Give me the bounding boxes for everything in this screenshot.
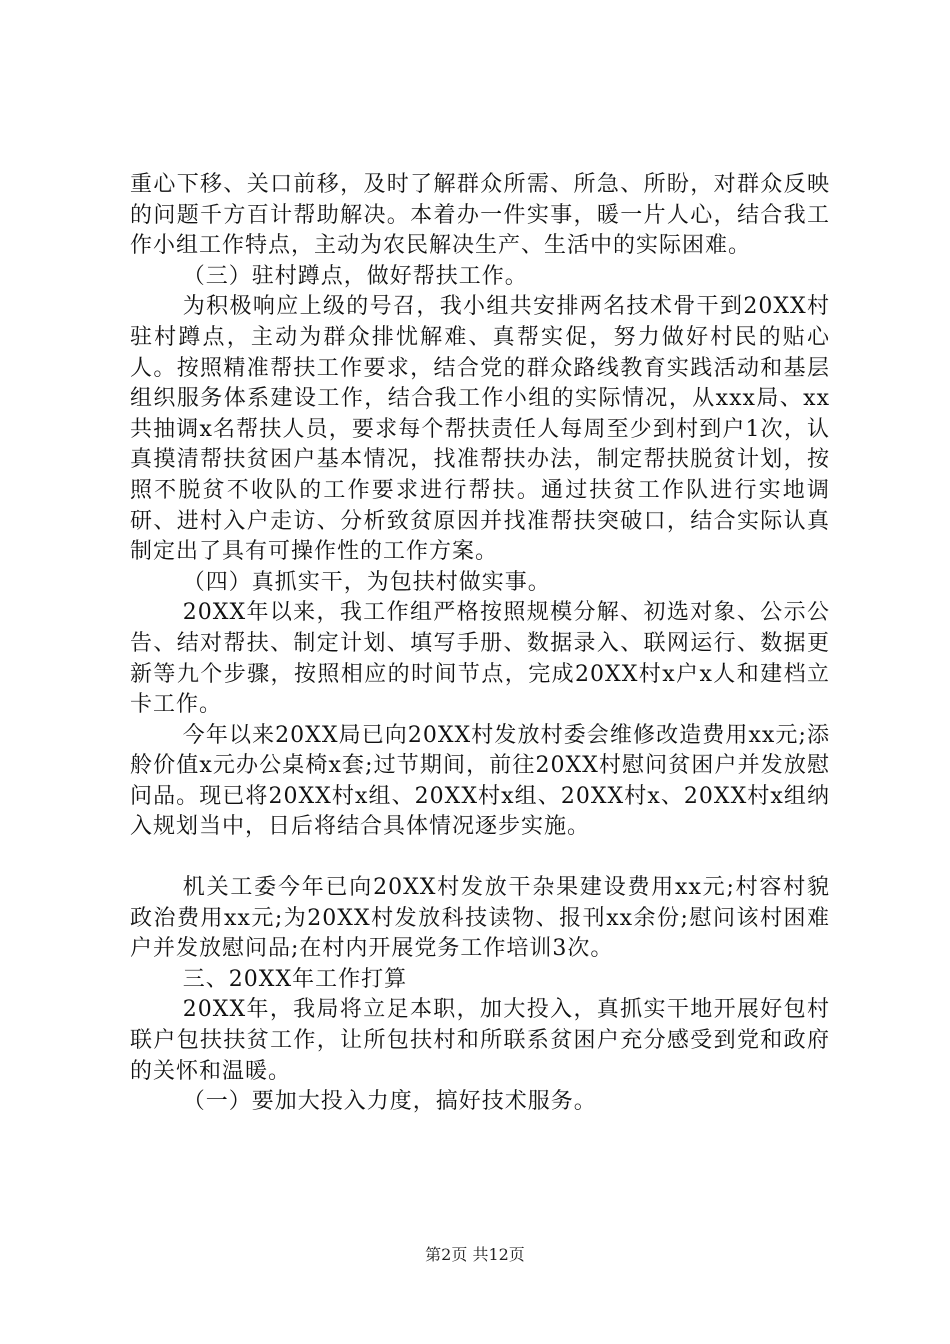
paragraph-registration-work: 20XX年以来，我工作组严格按照规模分解、初选对象、公示公告、结对帮扶、制定计划、填写手册、数据录入、联网运行、数据更新等九个步骤，按照相应的时间节点，完成20XX村x户x人和建档立卡工作。 — [130, 600, 830, 718]
paragraph-plan-intro: 20XX年，我局将立足本职，加大投入，真抓实干地开展好包村联户包扶扶贫工作，让所包扶村和所联系贫困户充分感受到党和政府的关怀和温暖。 — [130, 997, 830, 1084]
paragraph-bureau-support: 今年以来20XX局已向20XX村发放村委会维修改造费用xx元;添舲价值x元办公桌椅x套;过节期间，前往20XX村慰问贫困户并发放慰问品。现已将20XX村x组、20XX村x组、20XX村x、20XX村x组纳入规划当中，日后将结合具体情况逐步实施。 — [130, 722, 830, 840]
section-heading-4: （四）真抓实干，为包扶村做实事。 — [182, 569, 551, 595]
section-heading-1: （一）要加大投入力度，搞好技术服务。 — [182, 1089, 597, 1115]
paragraph-continuation: 重心下移、关口前移，及时了解群众所需、所急、所盼，对群众反映的问题千方百计帮助解决。本着办一件实事，暖一片人心，结合我工作小组工作特点，主动为农民解决生产、生活中的实际困难。 — [130, 172, 830, 259]
document-body — [130, 170, 830, 1118]
chapter-heading-plan: 三、20XX年工作打算 — [182, 966, 408, 992]
page-footer — [0, 1242, 950, 1265]
page-number-label: 第2页 共12页 — [425, 1245, 525, 1264]
paragraph-work-committee: 机关工委今年已向20XX村发放干杂果建设费用xx元;村容村貌政治费用xx元;为20XX村发放科技读物、报刊xx余份;慰问该村困难户并发放慰问品;在村内开展党务工作培训3次。 — [130, 875, 830, 962]
paragraph-gap — [130, 843, 830, 873]
section-heading-3: （三）驻村蹲点，做好帮扶工作。 — [182, 263, 528, 289]
paragraph-village-stationing: 为积极响应上级的号召，我小组共安排两名技术骨干到20XX村驻村蹲点，主动为群众排忧解难、真帮实促，努力做好村民的贴心人。按照精准帮扶工作要求，结合党的群众路线教育实践活动和基层组织服务体系建设工作，结合我工作小组的实际情况，从xxx局、xx共抽调x名帮扶人员，要求每个帮扶责任人每周至少到村到户1次，认真摸清帮扶贫困户基本情况，找准帮扶办法，制定帮扶脱贫计划，按照不脱贫不收队的工作要求进行帮扶。通过扶贫工作队进行实地调研、进村入户走访、分析致贫原因并找准帮扶突破口，结合实际认真制定出了具有可操作性的工作方案。 — [130, 294, 830, 565]
